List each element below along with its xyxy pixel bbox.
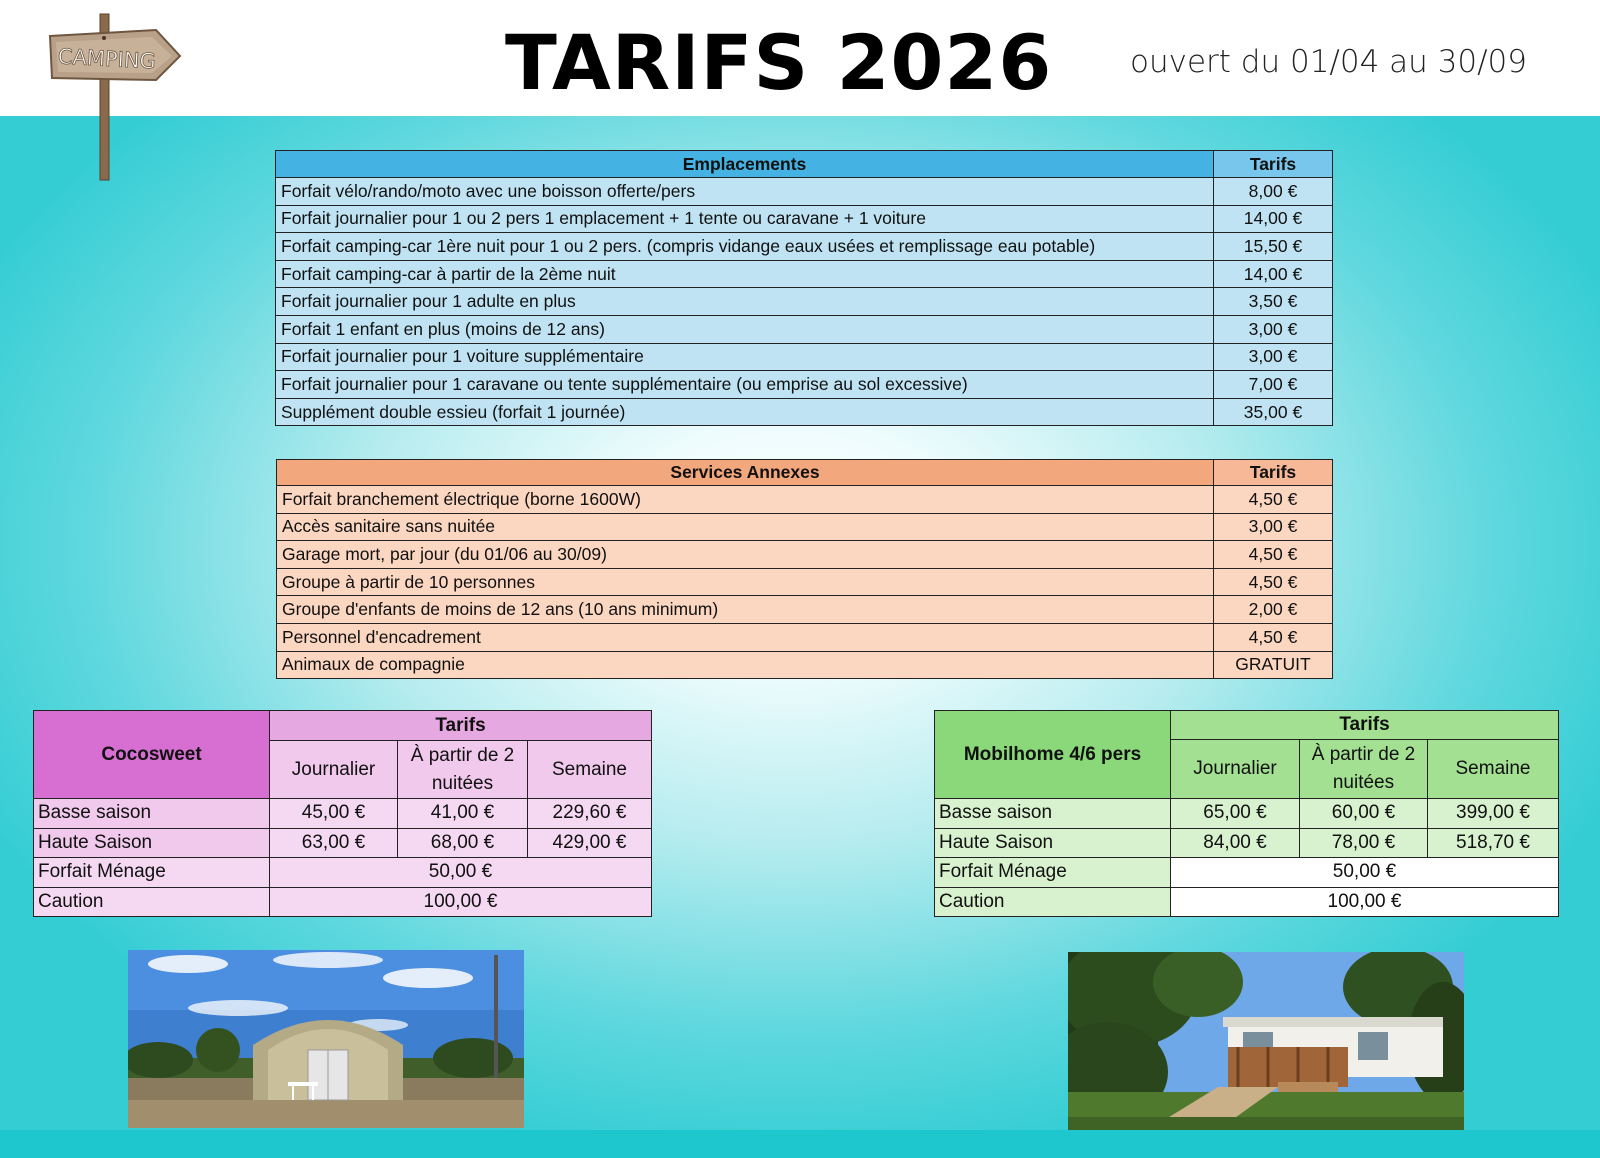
- price-cell: 429,00 €: [528, 828, 652, 858]
- row-price: 3,00 €: [1214, 343, 1333, 371]
- row-label: Forfait 1 enfant en plus (moins de 12 ans): [276, 315, 1214, 343]
- row-label: Basse saison: [34, 799, 270, 829]
- row-label: Accès sanitaire sans nuitée: [277, 513, 1214, 541]
- table-row: [277, 568, 1333, 596]
- svg-text:CAMPING: CAMPING: [57, 44, 157, 74]
- table-row: [277, 486, 1333, 514]
- services-header: Services Annexes: [277, 460, 1214, 486]
- price-cell: 399,00 €: [1428, 799, 1559, 829]
- page-title: TARIFS 2026: [505, 18, 1053, 107]
- mobilhome-photo: [1068, 952, 1464, 1130]
- row-price: 3,00 €: [1214, 315, 1333, 343]
- row-price: 14,00 €: [1214, 260, 1333, 288]
- col-semaine: Semaine: [1428, 740, 1559, 799]
- row-label: Forfait journalier pour 1 caravane ou tente supplémentaire (ou emprise au sol excessive): [276, 371, 1214, 399]
- row-label: Animaux de compagnie: [277, 651, 1214, 679]
- row-label: Garage mort, par jour (du 01/06 au 30/09): [277, 541, 1214, 569]
- camping-sign-logo: [48, 12, 183, 182]
- cocosweet-tarifs-header: Tarifs: [270, 711, 652, 741]
- services-table: [276, 459, 1333, 679]
- price-cell: 45,00 €: [270, 799, 398, 829]
- price-cell: 100,00 €: [1171, 887, 1559, 917]
- emplacements-header: Emplacements: [276, 151, 1214, 178]
- row-price: 2,00 €: [1214, 596, 1333, 624]
- row-price: 14,00 €: [1214, 205, 1333, 233]
- col-deux-nuitees: À partir de 2 nuitées: [1300, 740, 1428, 799]
- cocosweet-name: Cocosweet: [34, 711, 270, 799]
- table-row: [34, 858, 652, 888]
- table-row: [935, 858, 1559, 888]
- row-label: Basse saison: [935, 799, 1171, 829]
- row-price: GRATUIT: [1214, 651, 1333, 679]
- row-label: Haute Saison: [935, 828, 1171, 858]
- table-row: [276, 178, 1333, 206]
- price-cell: 63,00 €: [270, 828, 398, 858]
- row-label: Haute Saison: [34, 828, 270, 858]
- services-price-header: Tarifs: [1214, 460, 1333, 486]
- row-price: 4,50 €: [1214, 623, 1333, 651]
- price-cell: 518,70 €: [1428, 828, 1559, 858]
- row-label: Forfait vélo/rando/moto avec une boisson offerte/pers: [276, 178, 1214, 206]
- price-cell: 65,00 €: [1171, 799, 1300, 829]
- row-label: Caution: [34, 887, 270, 917]
- table-row: [276, 343, 1333, 371]
- row-price: 3,00 €: [1214, 513, 1333, 541]
- price-cell: 41,00 €: [398, 799, 528, 829]
- bottom-band: [0, 1130, 1600, 1158]
- row-label: Forfait camping-car 1ère nuit pour 1 ou 2 pers. (compris vidange eaux usées et remplissage eau potable): [276, 233, 1214, 261]
- table-row: [276, 233, 1333, 261]
- row-label: Forfait Ménage: [34, 858, 270, 888]
- emplacements-table: [275, 150, 1333, 426]
- table-row: [935, 887, 1559, 917]
- table-row: [277, 541, 1333, 569]
- table-row: [277, 651, 1333, 679]
- row-price: 8,00 €: [1214, 178, 1333, 206]
- table-row: [935, 799, 1559, 829]
- price-cell: 50,00 €: [1171, 858, 1559, 888]
- table-row: [276, 398, 1333, 426]
- emplacements-price-header: Tarifs: [1214, 151, 1333, 178]
- cocosweet-photo: [128, 950, 524, 1128]
- mobilhome-name: Mobilhome 4/6 pers: [935, 711, 1171, 799]
- price-cell: 50,00 €: [270, 858, 652, 888]
- row-label: Forfait Ménage: [935, 858, 1171, 888]
- table-row: [276, 288, 1333, 316]
- table-row: [277, 623, 1333, 651]
- table-row: [34, 887, 652, 917]
- price-cell: 100,00 €: [270, 887, 652, 917]
- table-row: [276, 205, 1333, 233]
- row-price: 35,00 €: [1214, 398, 1333, 426]
- row-price: 15,50 €: [1214, 233, 1333, 261]
- table-row: [277, 596, 1333, 624]
- row-price: 7,00 €: [1214, 371, 1333, 399]
- table-row: [276, 260, 1333, 288]
- table-row: [277, 513, 1333, 541]
- table-row: [935, 828, 1559, 858]
- row-label: Forfait journalier pour 1 ou 2 pers 1 emplacement + 1 tente ou caravane + 1 voiture: [276, 205, 1214, 233]
- table-row: [276, 371, 1333, 399]
- row-label: Groupe d'enfants de moins de 12 ans (10 ans minimum): [277, 596, 1214, 624]
- mobilhome-table: [934, 710, 1559, 917]
- opening-dates: ouvert du 01/04 au 30/09: [1130, 44, 1527, 80]
- col-journalier: Journalier: [1171, 740, 1300, 799]
- row-label: Forfait journalier pour 1 voiture supplémentaire: [276, 343, 1214, 371]
- col-journalier: Journalier: [270, 741, 398, 799]
- col-semaine: Semaine: [528, 741, 652, 799]
- col-deux-nuitees: À partir de 2 nuitées: [398, 741, 528, 799]
- row-label: Groupe à partir de 10 personnes: [277, 568, 1214, 596]
- table-row: [34, 799, 652, 829]
- row-label: Supplément double essieu (forfait 1 journée): [276, 398, 1214, 426]
- row-label: Personnel d'encadrement: [277, 623, 1214, 651]
- table-row: [34, 828, 652, 858]
- row-label: Forfait branchement électrique (borne 1600W): [277, 486, 1214, 514]
- row-price: 4,50 €: [1214, 568, 1333, 596]
- row-label: Forfait camping-car à partir de la 2ème nuit: [276, 260, 1214, 288]
- row-label: Forfait journalier pour 1 adulte en plus: [276, 288, 1214, 316]
- price-cell: 78,00 €: [1300, 828, 1428, 858]
- price-cell: 60,00 €: [1300, 799, 1428, 829]
- row-price: 4,50 €: [1214, 486, 1333, 514]
- price-cell: 229,60 €: [528, 799, 652, 829]
- table-row: [276, 315, 1333, 343]
- row-price: 4,50 €: [1214, 541, 1333, 569]
- row-price: 3,50 €: [1214, 288, 1333, 316]
- price-cell: 84,00 €: [1171, 828, 1300, 858]
- price-cell: 68,00 €: [398, 828, 528, 858]
- cocosweet-table: [33, 710, 652, 917]
- mobilhome-tarifs-header: Tarifs: [1171, 711, 1559, 740]
- row-label: Caution: [935, 887, 1171, 917]
